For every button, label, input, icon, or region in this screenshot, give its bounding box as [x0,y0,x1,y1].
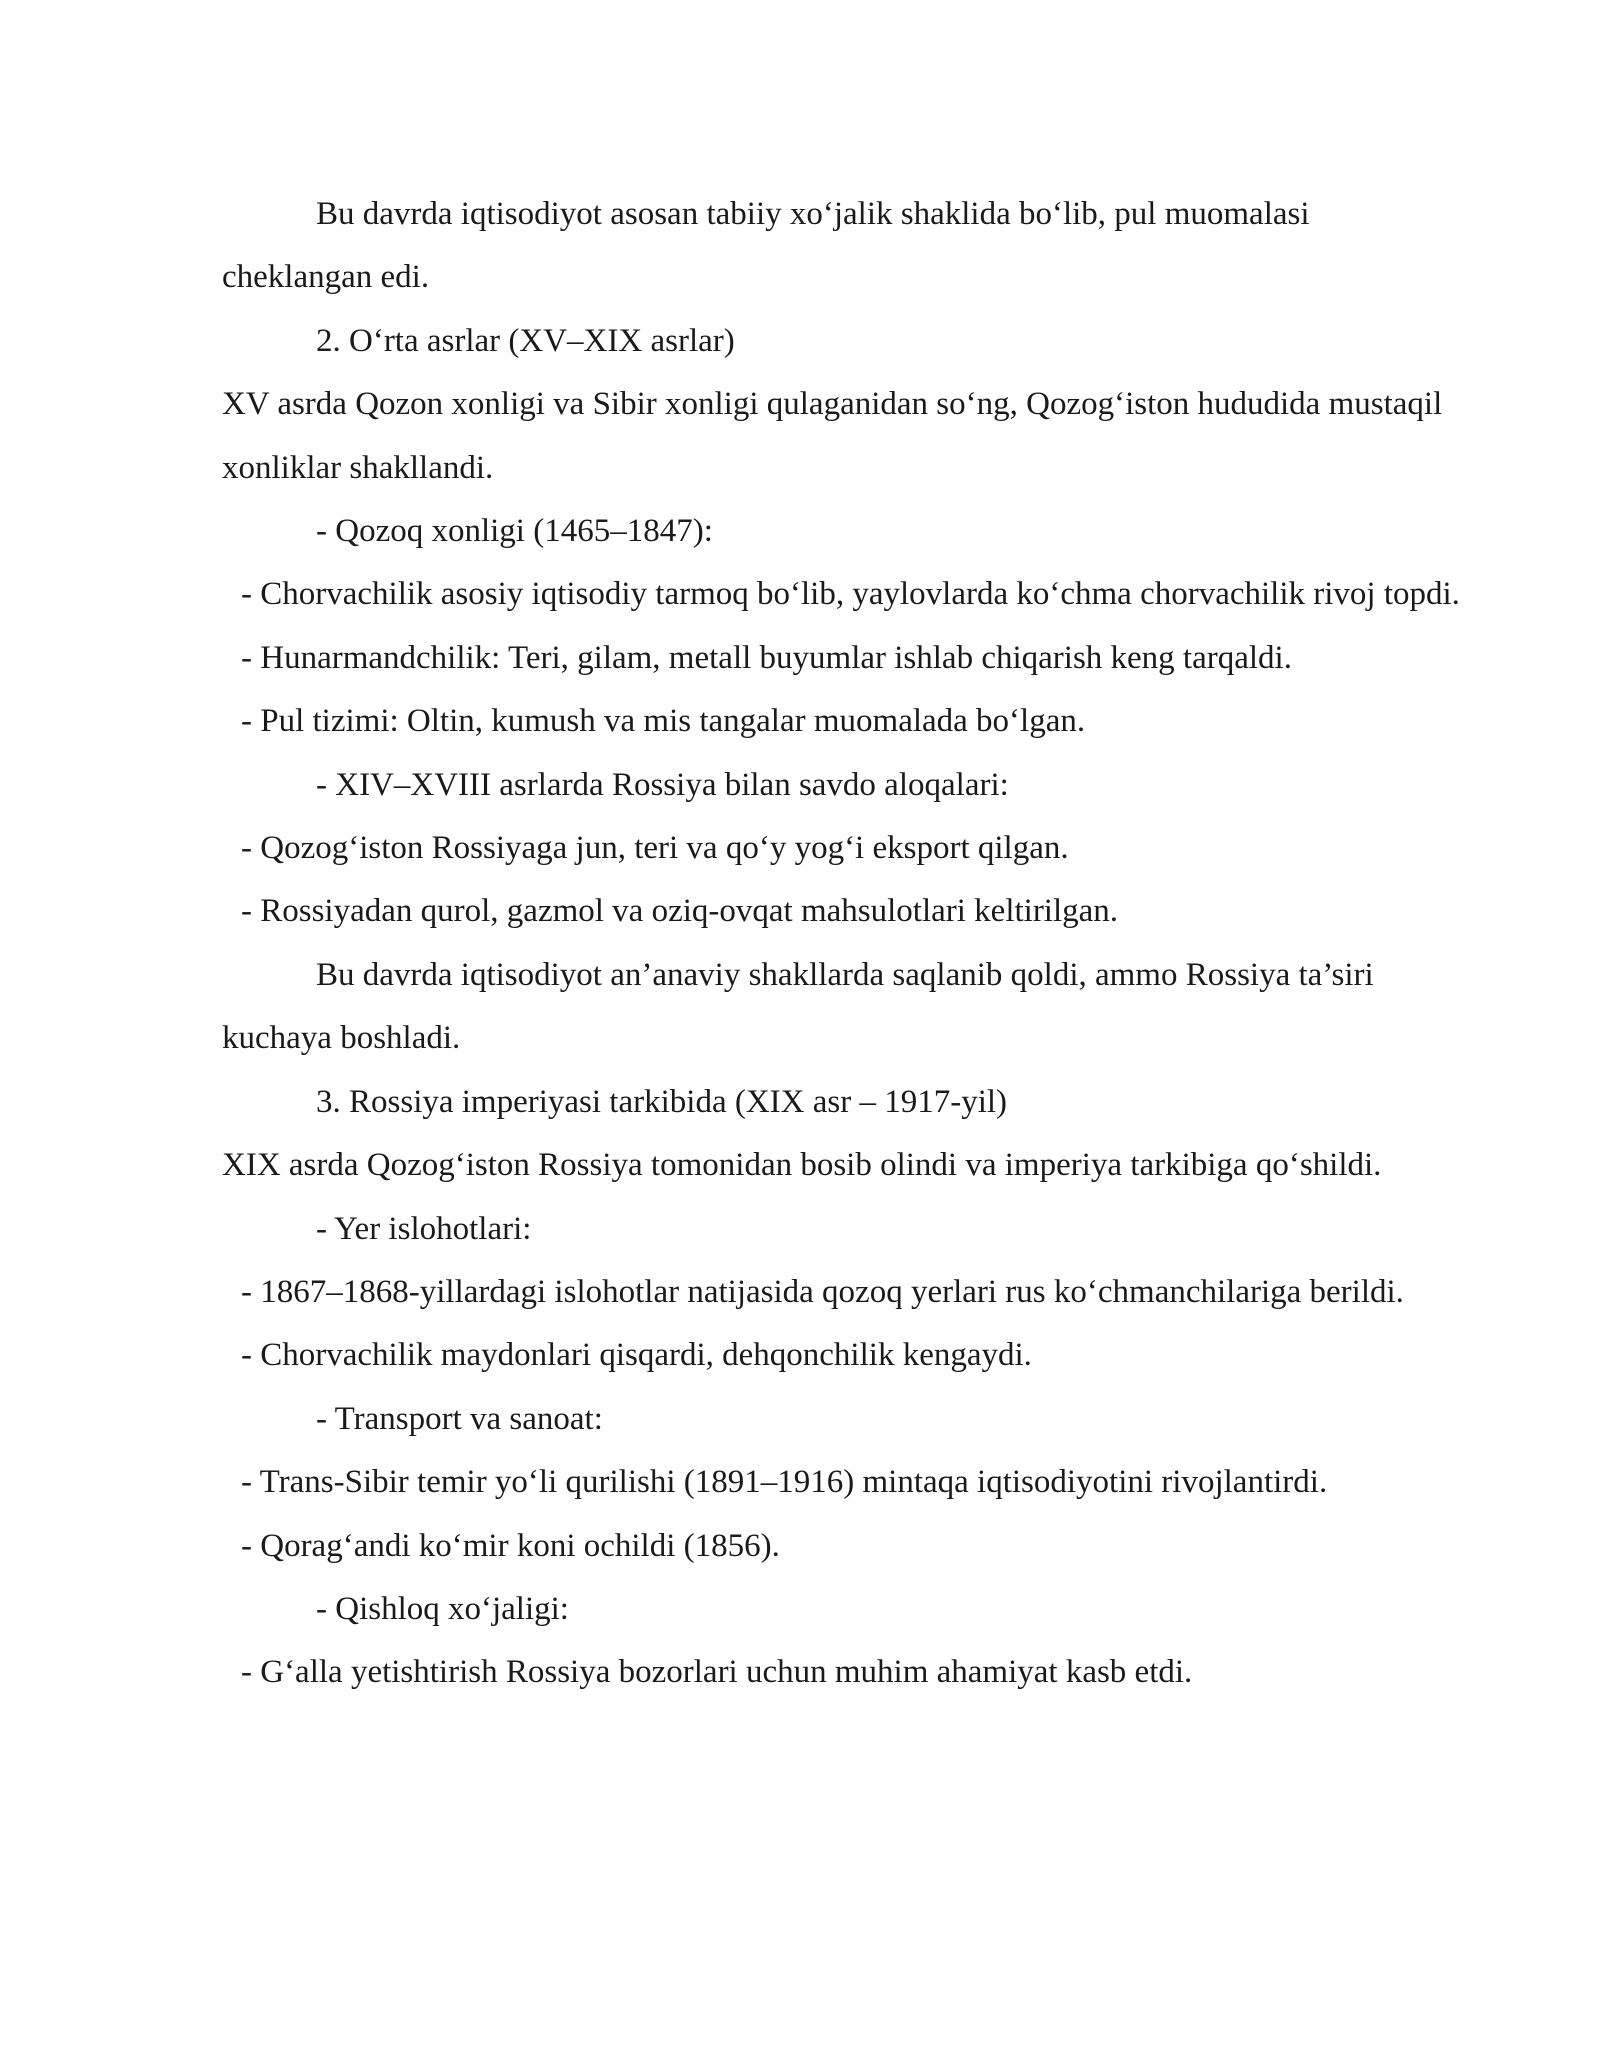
list-item-pastures-shrank: - Chorvachilik maydonlari qisqardi, dehqonchilik kengaydi. [241,1337,1032,1374]
list-item-money-system: - Pul tizimi: Oltin, kumush va mis tangalar muomalada bo‘lgan. [241,703,1086,740]
paragraph-economy-natural: Bu davrda iqtisodiyot asosan tabiiy xo‘jalik shaklida bo‘lib, pul muomalasi cheklangan edi. [222,196,1310,296]
section-heading-russian-empire: 3. Rossiya imperiyasi tarkibida (XIX asr – 1917-yil) [316,1083,1008,1120]
paragraph-traditional-economy: Bu davrda iqtisodiyot an’anaviy shakllarda saqlanib qoldi, ammo Rossiya ta’siri kuchaya boshladi. [222,956,1374,1057]
list-item-livestock: - Chorvachilik asosiy iqtisodiy tarmoq bo‘lib, yaylovlarda ko‘chma chorvachilik rivoj topdi. [241,576,1460,613]
list-item-crafts: - Hunarmandchilik: Teri, gilam, metall buyumlar ishlab chiqarish keng tarqaldi. [241,639,1292,676]
subheading-kazakh-khanate: - Qozoq xonligi (1465–1847): [316,513,713,550]
subheading-agriculture: - Qishloq xo‘jaligi: [316,1590,569,1627]
list-item-exports: - Qozog‘iston Rossiyaga jun, teri va qo‘y yog‘i eksport qilgan. [241,830,1069,867]
paragraph-khanates-formed: XV asrda Qozon xonligi va Sibir xonligi qulaganidan so‘ng, Qozog‘iston hududida mustaqil xonliklar shakllandi. [222,386,1443,486]
subheading-trade-russia: - XIV–XVIII asrlarda Rossiya bilan savdo aloqalari: [316,766,1009,803]
list-item-imports: - Rossiyadan qurol, gazmol va oziq-ovqat mahsulotlari keltirilgan. [241,893,1119,930]
list-item-grain: - G‘alla yetishtirish Rossiya bozorlari uchun muhim ahamiyat kasb etdi. [241,1654,1193,1691]
paragraph-annexation: XIX asrda Qozog‘iston Rossiya tomonidan bosib olindi va imperiya tarkibiga qo‘shildi. [222,1147,1382,1184]
list-item-karaganda-coal: - Qorag‘andi ko‘mir koni ochildi (1856). [241,1527,780,1564]
section-heading-middle-ages: 2. O‘rta asrlar (XV–XIX asrlar) [316,322,735,359]
subheading-land-reforms: - Yer islohotlari: [316,1210,532,1247]
list-item-reforms-1867: - 1867–1868-yillardagi islohotlar natijasida qozoq yerlari rus ko‘chmanchilariga berildi. [241,1273,1404,1310]
list-item-trans-siberian: - Trans-Sibir temir yo‘li qurilishi (1891–1916) mintaqa iqtisodiyotini rivojlantirdi. [241,1464,1328,1501]
subheading-transport-industry: - Transport va sanoat: [316,1400,603,1437]
document-body [222,183,1462,1705]
